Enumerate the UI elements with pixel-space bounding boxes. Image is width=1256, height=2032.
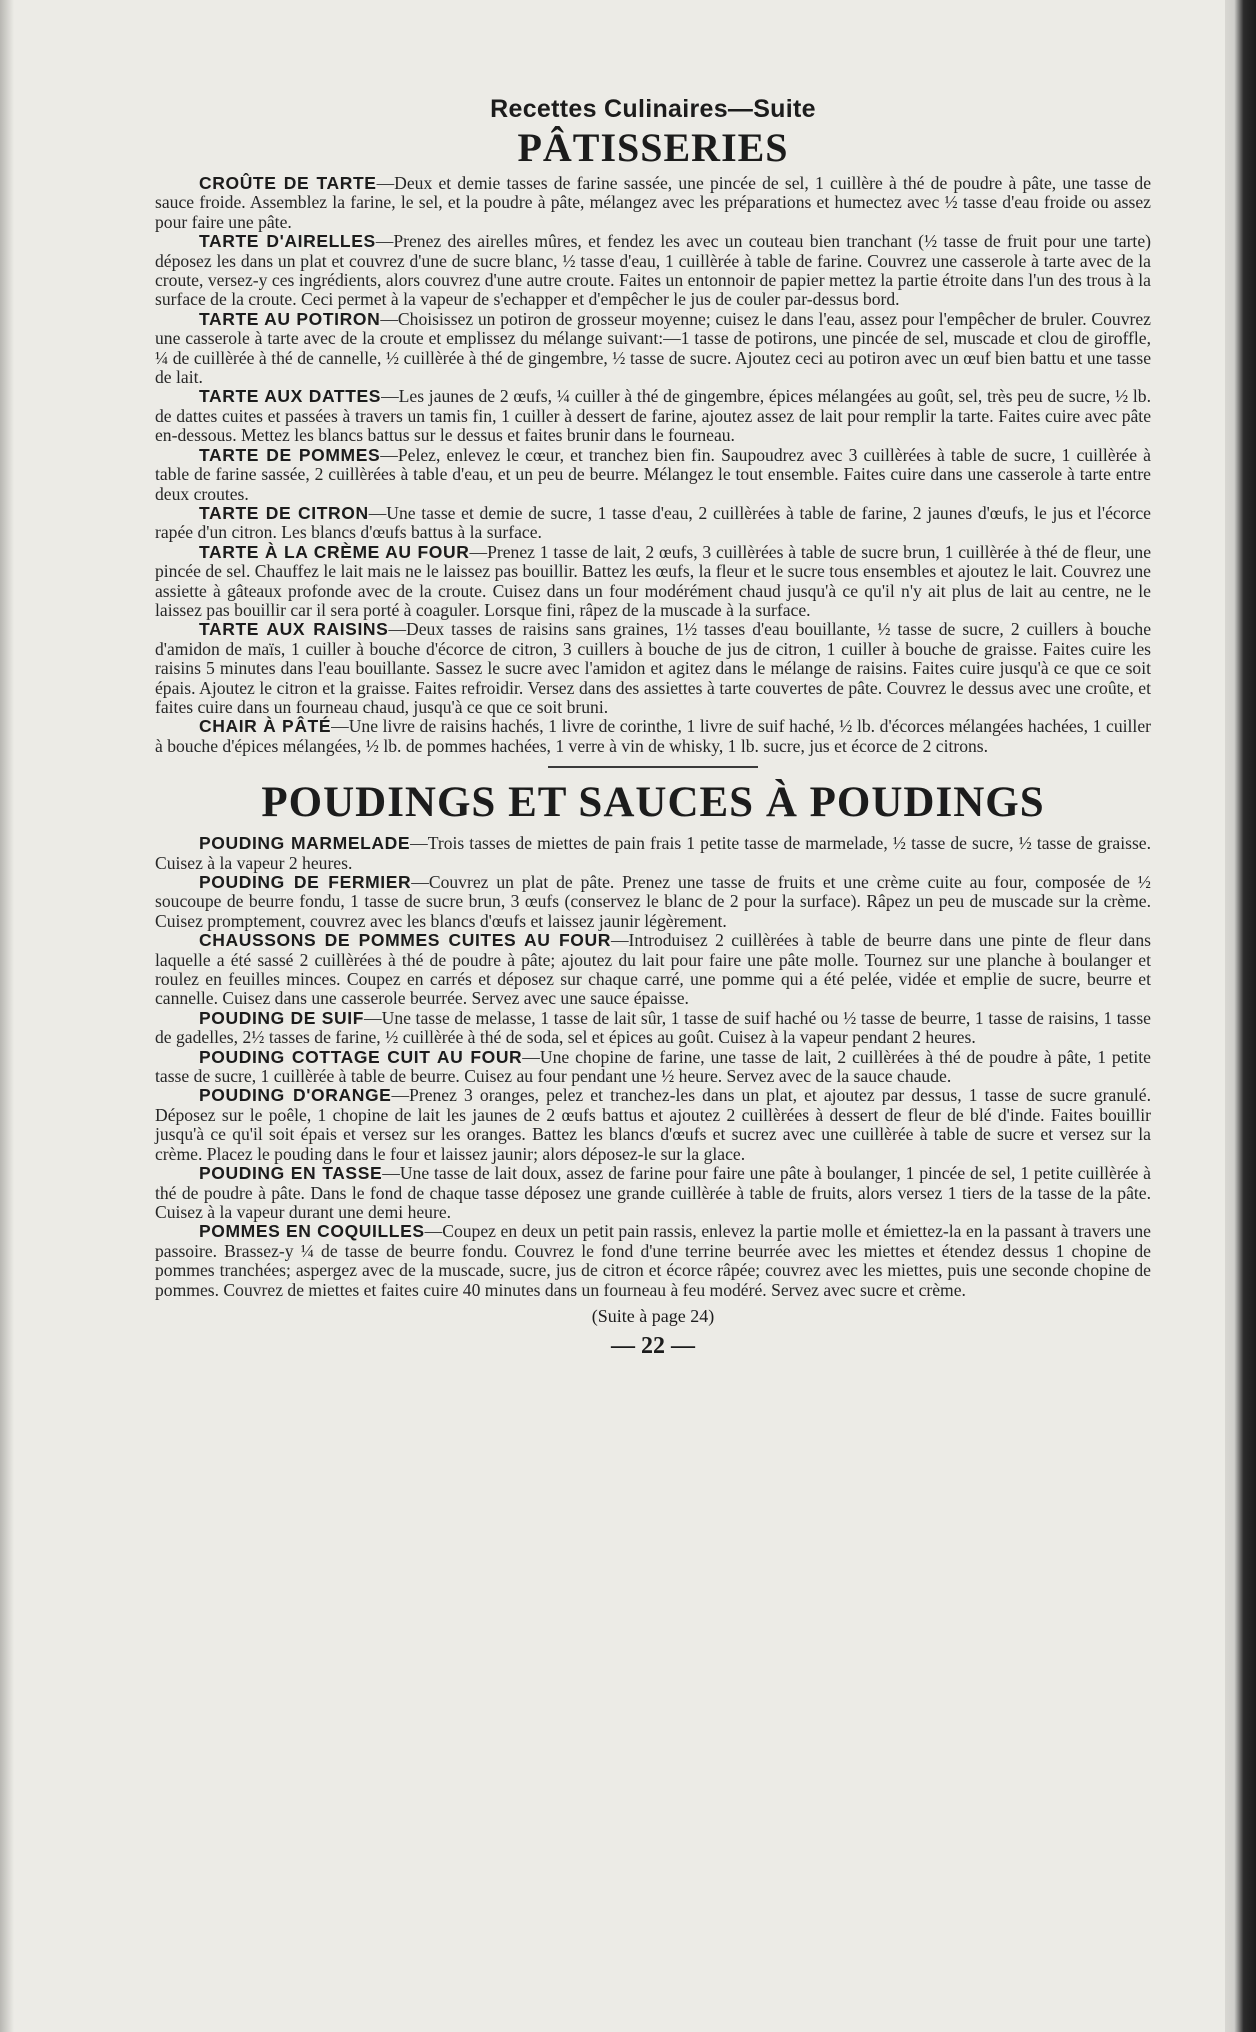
- recipe-name: CHAUSSONS DE POMMES CUITES AU FOUR: [199, 930, 611, 951]
- section-divider: [548, 766, 758, 768]
- recipe-text: —Les jaunes de 2 œufs, ¼ cuiller à thé de gingembre, épices mélangées au goût, sel, très peu de sucre, ½ lb. de dattes cuites et passées à travers un tamis fin, 1 cuiller à dessert de farine, ajoutez assez de lait pour remplir la tarte. Faites cuire avec pâte en-dessous. Mettez les blancs battus sur le dessus et faites brunir dans le fourneau.: [155, 386, 1152, 446]
- recipe: [155, 1086, 1151, 1164]
- recipe-text: —Prenez 3 oranges, pelez et tranchez-les dans un plat, et ajoutez par dessus, 1 tasse de sucre granulé. Déposez sur le poêle, 1 chopine de lait les jaunes de 2 œufs battus et ajoutez 2 cuillèrées à dessert de fleur de blé d'inde. Faites bouillir jusqu'à ce qu'il soit épais et versez sur les oranges. Battez les blancs d'œufs et sucrez avec une cuillèrée à table de sucre et versez sur la crème. Placez le pouding dans le four et laissez jaunir; alors déposez-le sur la glace.: [155, 1085, 1152, 1164]
- page-shadow: [0, 0, 14, 2032]
- recipe-name: POUDING COTTAGE CUIT AU FOUR: [199, 1046, 523, 1067]
- recipe-text: —Introduisez 2 cuillèrées à table de beurre dans une pinte de fleur dans laquelle a été sassé 2 cuillèrées à thé de poudre à pâte; ajoutez du lait pour faire une pâte molle. Tournez sur une planche à boulanger et roulez en feuilles minces. Coupez en carrés et déposez sur chaque carré, une pomme qui a été pelée, vidée et emplie de sucre, beurre et cannelle. Cuisez dans une casserole beurrée. Servez avec une sauce épaisse.: [155, 930, 1151, 1009]
- section-title-patisseries: PÂTISSERIES: [517, 125, 789, 170]
- recipe-text: —Prenez 1 tasse de lait, 2 œufs, 3 cuillèrées à table de sucre brun, 1 cuillèrée à thé de fleur, une pincée de sel. Chauffez le lait mais ne le laissez pas bouillir. Battez les œufs, la fleur et le sucre tous ensembles et ajoutez le lait. Couvrez une assiette à gâteaux profonde avec de la croute. Cuisez dans un four modérément chaud jusqu'à ce qu'il n'y ait plus de lait au centre, ne le laissez pas bouillir car il sera porté à coaguler. Lorsque fini, râpez de la muscade à la surface.: [155, 541, 1151, 620]
- recipe-text: —Choisissez un potiron de grosseur moyenne; cuisez le dans l'eau, assez pour l'empêcher de bruler. Couvrez une casserole à tarte avec de la croute et emplissez du mélange suivant:—1 tasse de potirons, une pincée de sel, muscade et clou de giroffle, ¼ de cuillèrée à thé de cannelle, ½ cuillèrée à thé de gingembre, ½ tasse de sucre. Ajoutez ceci au potiron avec un œuf bien battu et une tasse de lait.: [155, 308, 1151, 388]
- recipe-name: TARTE AUX DATTES: [199, 386, 382, 407]
- recipe-text: —Pelez, enlevez le cœur, et tranchez bien fin. Saupoudrez avec 3 cuillèrées à table de sucre, 1 cuillèrée à table de farine sassée, 2 cuillèrées à table d'eau, et un peu de beurre. Mélangez le tout ensemble. Faites cuire dans une casserole à tarte entre deux croutes.: [155, 444, 1151, 504]
- recipe: [155, 1009, 1151, 1048]
- recipe: [155, 310, 1151, 388]
- recipe-name: POUDING DE SUIF: [199, 1007, 365, 1028]
- recipe: [155, 834, 1151, 873]
- recipe-name: CHAIR À PÂTÉ: [199, 716, 332, 737]
- recipe-text: —Couvrez un plat de pâte. Prenez une tasse de fruits et une crème cuite au four, composée de ½ soucoupe de beurre fondu, 1 tasse de sucre brun, 3 œufs (conservez le blanc de 2 pour la surface). Râpez un peu de muscade sur la crème. Cuisez promptement, couvrez avec les blancs d'œufs et laissez jaunir légèrement.: [155, 872, 1151, 931]
- recipe: [155, 504, 1151, 543]
- recipe: [155, 620, 1151, 717]
- recipe-name: POUDING MARMELADE: [199, 833, 411, 854]
- recipe: [155, 1222, 1151, 1300]
- recipe: [155, 1048, 1151, 1087]
- continued-note: (Suite à page 24): [591, 1305, 715, 1326]
- recipe: [155, 931, 1151, 1009]
- recipe: [155, 446, 1151, 504]
- recipe-name: TARTE AU POTIRON: [199, 308, 381, 329]
- running-header: Recettes Culinaires—Suite: [490, 95, 816, 123]
- recipe-name: POUDING D'ORANGE: [199, 1085, 392, 1106]
- recipe-name: POMMES EN COQUILLES: [199, 1221, 425, 1242]
- recipe-name: CROÛTE DE TARTE: [199, 173, 377, 193]
- recipe: [155, 873, 1151, 931]
- recipe-text: —Une livre de raisins hachés, 1 livre de corinthe, 1 livre de suif haché, ½ lb. d'écorces mélangées hachées, 1 cuiller à bouche d'épices mélangées, ½ lb. de pommes hachées, 1 verre à vin de whisky, 1 lb. sucre, jus et écorce de 2 citrons.: [155, 716, 1151, 756]
- document-content: [155, 95, 1151, 1360]
- recipe-text: —Trois tasses de miettes de pain frais 1 petite tasse de marmelade, ½ tasse de sucre, ½ tasse de graisse. Cuisez à la vapeur 2 heures.: [155, 833, 1151, 873]
- recipe-text: —Coupez en deux un petit pain rassis, enlevez la partie molle et émiettez-la en la passant à travers une passoire. Brassez-y ¼ de tasse de beurre fondu. Couvrez le fond d'une terrine beurrée avec les miettes et étendez dessus 1 chopine de pommes tranchées; aspergez avec de la muscade, sucre, jus de citron et écorce râpée; couvrez avec les miettes, puis une seconde chopine de pommes. Couvrez de miettes et faites cuire 40 minutes dans un fourneau à feu modéré. Servez avec sucre et crème.: [155, 1221, 1151, 1300]
- recipe-text: —Une tasse de lait doux, assez de farine pour faire une pâte à boulanger, 1 pincée de sel, 1 petite cuillèrée à thé de poudre à pâte. Dans le fond de chaque tasse déposez une grande cuillèrée à table de fruits, alors versez 1 tiers de la tasse de la pâte. Cuisez à la vapeur durant une demi heure.: [155, 1163, 1151, 1222]
- recipe-name: POUDING DE FERMIER: [199, 872, 412, 892]
- recipe-list-poudings: [155, 834, 1151, 1300]
- recipe: [155, 1164, 1151, 1222]
- recipe: [155, 174, 1151, 232]
- recipe-name: TARTE DE POMMES: [199, 444, 381, 465]
- recipe: [155, 543, 1151, 621]
- page-edge: [1225, 0, 1256, 2032]
- recipe-text: —Deux et demie tasses de farine sassée, une pincée de sel, 1 cuillère à thé de poudre à pâte, une tasse de sauce froide. Assemblez la farine, le sel, et la poudre à pâte, mélangez avec les préparations et humectez avec ½ tasse d'eau froide ou assez pour faire une pâte.: [155, 173, 1152, 232]
- recipe-name: TARTE D'AIRELLES: [199, 231, 376, 252]
- page-number: — 22 —: [611, 1332, 695, 1359]
- recipe-text: —Une tasse de melasse, 1 tasse de lait sûr, 1 tasse de suif haché ou ½ tasse de beurre, 1 tasse de raisins, 1 tasse de gadelles, 2½ tasses de farine, ½ cuillèrée à thé de soda, sel et épices au goût. Cuisez à la vapeur pendant 2 heures.: [155, 1007, 1151, 1048]
- recipe-text: —Deux tasses de raisins sans graines, 1½ tasses d'eau bouillante, ½ tasse de sucre, 2 cuillers à bouche d'amidon de maïs, 1 cuiller à bouche d'écorce de citron, 3 cuillers à bouche de jus de citron, 1 cuiller à bouche de graisse. Faites cuire les raisins 5 minutes dans l'eau bouillante. Sassez le sucre avec l'amidon et agitez dans le mélange de raisins. Faites cuire jusqu'à ce que ce soit épais. Ajoutez le citron et la graisse. Faites refroidir. Versez dans des assiettes à tarte couvertes de pâte. Couvrez le dessus avec une croûte, et faites cuire dans un fourneau chaud, jusqu'à ce que ce soit bruni.: [155, 619, 1152, 717]
- recipe: [155, 387, 1151, 445]
- recipe-name: POUDING EN TASSE: [199, 1163, 383, 1184]
- recipe-text: —Prenez des airelles mûres, et fendez les avec un couteau bien tranchant (½ tasse de fruit pour une tarte) déposez les dans un plat et couvrez d'une de sucre blanc, ½ tasse d'eau, 1 cuillèrée à table de farine. Couvrez une casserole à tarte avec de la croute, versez-y ces ingrédients, alors couvrez d'une autre croute. Faites un entonnoir de papier mettez la partie étroite dans l'un des trous à la surface de la croute. Ceci permet à la vapeur de s'echapper et d'empêcher le jus de couler par-dessus bord.: [155, 231, 1151, 310]
- recipe-text: —Une chopine de farine, une tasse de lait, 2 cuillèrées à thé de poudre à pâte, 1 petite tasse de sucre, 1 cuillèrée à table de beurre. Cuisez au four pendant une ½ heure. Servez avec de la sauce chaude.: [155, 1046, 1151, 1087]
- section-title-poudings: POUDINGS ET SAUCES À POUDINGS: [261, 779, 1045, 827]
- recipe-name: TARTE DE CITRON: [199, 502, 369, 523]
- recipe-list-patisseries: [155, 174, 1151, 756]
- recipe-name: TARTE AUX RAISINS: [199, 619, 389, 640]
- recipe-name: TARTE À LA CRÈME AU FOUR: [199, 541, 470, 562]
- recipe: [155, 232, 1151, 310]
- recipe-text: —Une tasse et demie de sucre, 1 tasse d'eau, 2 cuillèrées à table de farine, 2 jaunes d'œufs, le jus et l'écorce rapée d'un citron. Les blancs d'œufs battus à la surface.: [155, 502, 1151, 543]
- recipe: [155, 717, 1151, 756]
